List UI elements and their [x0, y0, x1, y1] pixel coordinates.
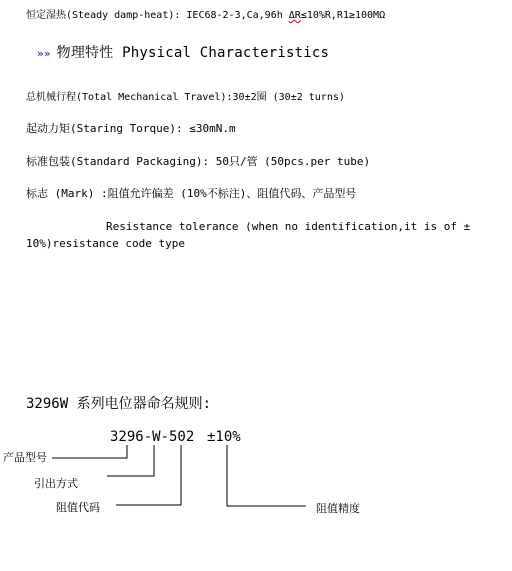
- part-code-example: 3296-W-502: [110, 429, 195, 445]
- label-product-type: 产品型号: [3, 451, 47, 464]
- damp-heat-delta-r: ΔR: [288, 10, 301, 21]
- spec-mark: 标志 (Mark) :阻值允许偏差 (10%不标注)、阻值代码、产品型号: [26, 187, 357, 200]
- naming-rule-title: 3296W 系列电位器命名规则:: [26, 396, 212, 412]
- heading-text: 物理特性 Physical Characteristics: [56, 45, 330, 61]
- spec-mark-english-line2: 10%)resistance code type: [26, 237, 185, 250]
- label-resistance-code: 阻值代码: [56, 501, 100, 514]
- damp-heat-prefix: 恒定湿热(Steady damp-heat): IEC68-2-3,Ca,96h: [26, 10, 289, 21]
- connector-resistance-code: [116, 445, 181, 505]
- connector-product-type: [52, 445, 127, 458]
- spec-mark-english-line1: Resistance tolerance (when no identification,it is of ±: [106, 220, 471, 233]
- spec-mechanical-travel: 总机械行程(Total Mechanical Travel):30±2圈 (30±2 turns): [26, 92, 345, 103]
- heading-bullet-icon: »»: [37, 47, 51, 60]
- label-resistance-tolerance: 阻值精度: [316, 502, 360, 515]
- spec-torque: 起动力矩(Staring Torque): ≤30mN.m: [26, 122, 236, 135]
- tolerance-example: ±10%: [207, 429, 241, 445]
- connector-tolerance: [227, 445, 306, 506]
- connector-lead-style: [107, 445, 154, 476]
- damp-heat-suffix: ≤10%R,R1≥100MΩ: [300, 10, 386, 21]
- spec-packaging: 标准包装(Standard Packaging): 50只/管 (50pcs.per tube): [26, 155, 371, 168]
- label-lead-style: 引出方式: [34, 477, 78, 490]
